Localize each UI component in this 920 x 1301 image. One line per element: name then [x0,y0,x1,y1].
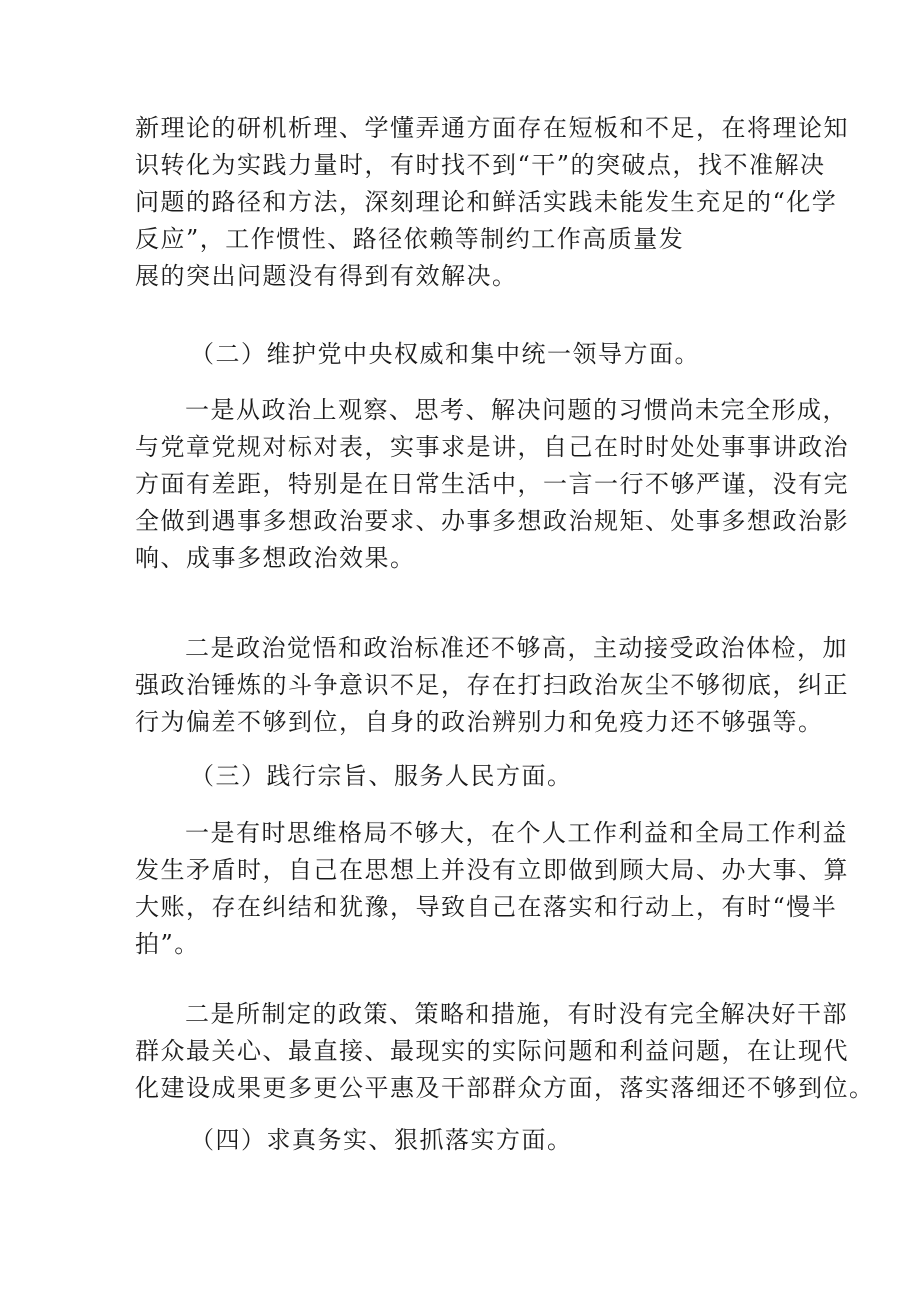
text-line: 化建设成果更多更公平惠及干部群众方面，落实落细还不够到位。 [135,1074,875,1102]
heading-text: （三）践行宗旨、服务人民方面。 [190,762,573,790]
text-line: 新理论的研机析理、学懂弄通方面存在短板和不足，在将理论知 [135,114,849,142]
text-line: 大账，存在纠结和犹豫，导致自己在落实和行动上，有时“慢半 [135,893,838,921]
heading-text: （四）求真务实、狠抓落实方面。 [190,1126,573,1154]
paragraph-continued [135,110,849,295]
text-line: 二是政治觉悟和政治标准还不够高，主动接受政治体检，加 [185,634,848,662]
text-line: 二是所制定的政策、策略和措施，有时没有完全解决好干部 [185,1000,848,1028]
text-line: 识转化为实践力量时，有时找不到“干”的突破点，找不准解决 [135,151,826,179]
section-heading-4 [135,1122,838,1159]
text-line: 强政治锤炼的斗争意识不足，存在打扫政治灰尘不够彻底，纠正 [135,671,849,699]
paragraph-3-1 [135,815,849,963]
section-heading-2 [135,336,838,373]
paragraph-3-2 [135,996,875,1107]
section-heading-3 [135,758,838,795]
text-line: 全做到遇事多想政治要求、办事多想政治规矩、处事多想政治影 [135,507,849,535]
text-line: 一是有时思维格局不够大，在个人工作利益和全局工作利益 [185,819,848,847]
heading-text: （二）维护党中央权威和集中统一领导方面。 [190,340,700,368]
text-line: 一是从政治上观察、思考、解决问题的习惯尚未完全形成， [185,396,848,424]
text-line: 展的突出问题没有得到有效解决。 [135,262,518,290]
text-line: 问题的路径和方法，深刻理论和鲜活实践未能发生充足的“化学 [135,188,838,216]
text-line: 反应”，工作惯性、路径依赖等制约工作高质量发 [135,225,685,253]
text-line: 与党章党规对标对表，实事求是讲，自己在时时处处事事讲政治 [135,433,849,461]
text-line: 发生矛盾时，自己在思想上并没有立即做到顾大局、办大事、算 [135,856,849,884]
text-line: 拍”。 [135,930,200,958]
paragraph-2-2 [135,630,849,741]
text-line: 方面有差距，特别是在日常生活中，一言一行不够严谨，没有完 [135,470,849,498]
text-line: 群众最关心、最直接、最现实的实际问题和利益问题，在让现代 [135,1037,849,1065]
text-line: 行为偏差不够到位，自身的政治辨别力和免疫力还不够强等。 [135,708,824,736]
paragraph-2-1 [135,392,849,577]
text-line: 响、成事多想政治效果。 [135,544,416,572]
